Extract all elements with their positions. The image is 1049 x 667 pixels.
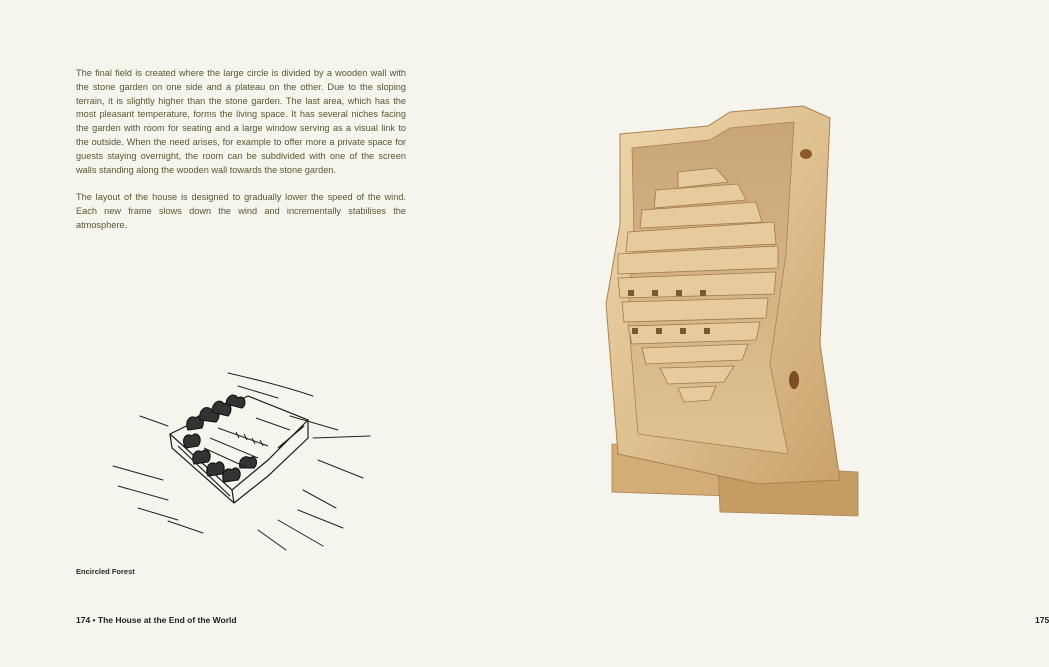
footer-left: 174 • The House at the End of the World	[76, 615, 237, 625]
figure-caption: Encircled Forest	[76, 567, 135, 576]
page-number: 175	[1035, 615, 1049, 625]
paragraph-2: The layout of the house is designed to gradually lower the speed of the wind. Each new frame slows down the wind and incrementally stabilises the atmosphere.	[76, 192, 406, 230]
tree-cluster	[184, 395, 257, 482]
sketch-drawing	[108, 368, 380, 553]
plateau-block	[170, 396, 308, 503]
paragraph-1: The final field is created where the large circle is divided by a wooden wall with the stone garden on one side and a plateau on the other. Due to the sloping terrain, it is slightly higher than the stone garden. The last area, which has the most pleasant temperature, forms the living space. It has several niches facing the garden with room for seating and a large window serving as a visual link to the outside. When the need arises, for example to offer more a private space for guests staying overnight, the room can be subdivided with one of the screen walls standing along the wooden wall towards the stone garden.	[76, 68, 406, 175]
body-text	[76, 67, 406, 246]
wood-model-photo	[598, 104, 864, 516]
wood-knot	[800, 149, 812, 159]
left-page	[0, 0, 480, 667]
